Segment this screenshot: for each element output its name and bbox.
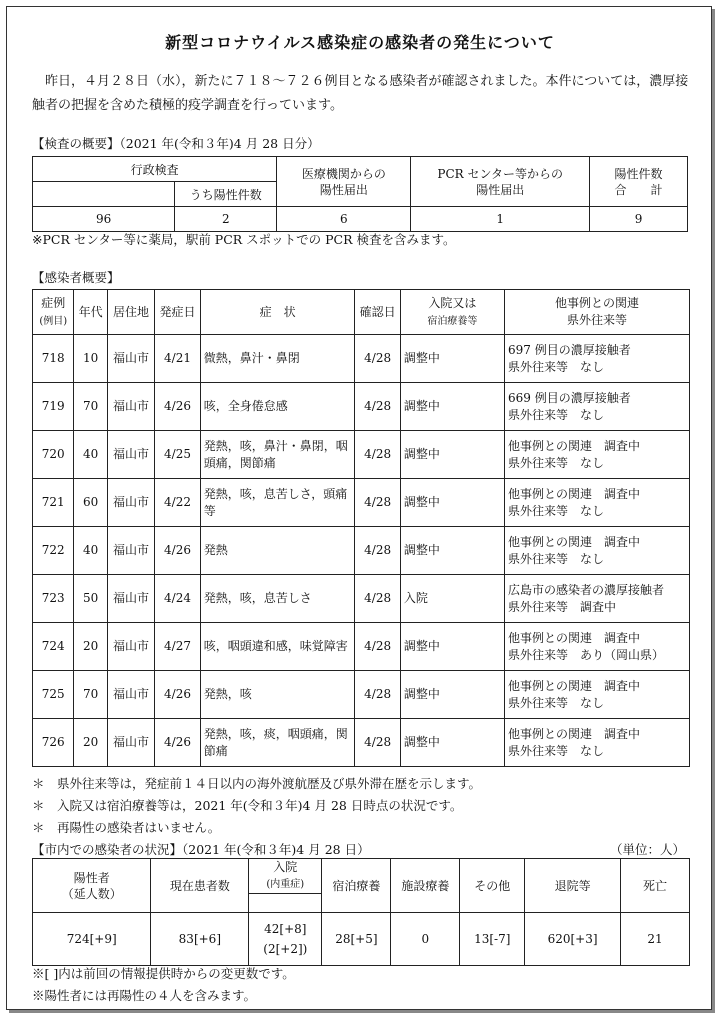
header-symptoms: 症 状	[200, 290, 355, 335]
case-age: 10	[74, 335, 107, 383]
case-confirmed: 4/28	[355, 671, 400, 719]
header-age: 年代	[74, 290, 107, 335]
case-residence: 福山市	[107, 575, 155, 623]
case-number: 721	[33, 479, 74, 527]
case-relation: 697 例目の濃厚接触者 県外往来等 なし	[504, 335, 689, 383]
value-current: 83[+6]	[151, 913, 249, 966]
case-number: 718	[33, 335, 74, 383]
value-death: 21	[620, 913, 689, 966]
inspection-heading: 【検査の概要】（2021 年(令和３年)4 月 28 日分）	[32, 136, 320, 151]
case-number: 722	[33, 527, 74, 575]
case-symptoms: 微熱，鼻汁・鼻閉	[200, 335, 355, 383]
value-medical: 6	[277, 207, 411, 232]
case-symptoms: 発熱，咳，息苦しさ	[200, 575, 355, 623]
case-number: 726	[33, 719, 74, 767]
case-residence: 福山市	[107, 719, 155, 767]
case-relation: 他事例との関連 調査中 県外往来等 あり（岡山県）	[504, 623, 689, 671]
case-onset: 4/21	[155, 335, 200, 383]
case-symptoms: 咳，全身倦怠感	[200, 383, 355, 431]
case-row	[33, 671, 690, 719]
case-number: 723	[33, 575, 74, 623]
case-confirmed: 4/28	[355, 575, 400, 623]
value-facility: 0	[391, 913, 460, 966]
case-confirmed: 4/28	[355, 383, 400, 431]
header-current: 現在患者数	[151, 859, 249, 913]
case-symptoms: 発熱，咳，息苦しさ，頭痛等	[200, 479, 355, 527]
value-pcr: 1	[411, 207, 590, 232]
case-onset: 4/25	[155, 431, 200, 479]
case-symptoms: 発熱，咳	[200, 671, 355, 719]
case-hospitalization: 調整中	[400, 623, 504, 671]
value-positive-among: 2	[175, 207, 277, 232]
case-row	[33, 383, 690, 431]
case-age: 40	[74, 527, 107, 575]
case-age: 20	[74, 623, 107, 671]
case-age: 40	[74, 431, 107, 479]
header-medical: 医療機関からの 陽性届出	[277, 157, 411, 207]
header-discharged: 退院等	[525, 859, 621, 913]
value-total: 9	[590, 207, 688, 232]
value-other: 13[-7]	[460, 913, 525, 966]
header-relation: 他事例との関連 県外往来等	[504, 290, 689, 335]
case-relation: 他事例との関連 調査中 県外往来等 なし	[504, 431, 689, 479]
cases-table	[32, 289, 690, 767]
case-row	[33, 719, 690, 767]
case-confirmed: 4/28	[355, 719, 400, 767]
header-positive: 陽性者 （延人数）	[33, 859, 151, 913]
header-admin-spacer	[33, 182, 175, 207]
case-hospitalization: 調整中	[400, 431, 504, 479]
case-note: ＊ 県外往来等は，発症前１４日以内の海外渡航歴及び県外滞在歴を示します。	[32, 776, 482, 791]
case-row	[33, 575, 690, 623]
case-confirmed: 4/28	[355, 527, 400, 575]
header-hospitalized-spacer	[249, 894, 322, 913]
case-confirmed: 4/28	[355, 335, 400, 383]
case-residence: 福山市	[107, 479, 155, 527]
case-residence: 福山市	[107, 431, 155, 479]
status-note: ※陽性者には再陽性の４人を含みます。	[32, 988, 257, 1003]
header-admin: 行政検査	[33, 157, 277, 182]
case-row	[33, 335, 690, 383]
case-row	[33, 431, 690, 479]
header-hospitalization: 入院又は 宿泊療養等	[400, 290, 504, 335]
case-age: 70	[74, 383, 107, 431]
inspection-note: ※PCR センター等に薬局，駅前 PCR スポットでの PCR 検査を含みます。	[32, 232, 456, 247]
header-residence: 居住地	[107, 290, 155, 335]
value-hospitalized: 42[+8] (2[+2])	[249, 913, 322, 966]
case-note: ＊ 入院又は宿泊療養等は，2021 年(令和３年)4 月 28 日時点の状況です。	[32, 798, 463, 813]
case-onset: 4/22	[155, 479, 200, 527]
case-residence: 福山市	[107, 527, 155, 575]
header-onset: 発症日	[155, 290, 200, 335]
case-age: 70	[74, 671, 107, 719]
case-row	[33, 479, 690, 527]
case-relation: 669 例目の濃厚接触者 県外往来等 なし	[504, 383, 689, 431]
value-hotel: 28[+5]	[322, 913, 391, 966]
case-number: 725	[33, 671, 74, 719]
case-number: 720	[33, 431, 74, 479]
case-residence: 福山市	[107, 623, 155, 671]
case-residence: 福山市	[107, 335, 155, 383]
case-symptoms: 発熱，咳，痰，咽頭痛，関節痛	[200, 719, 355, 767]
inspection-table	[32, 156, 688, 232]
case-hospitalization: 調整中	[400, 527, 504, 575]
case-age: 50	[74, 575, 107, 623]
case-confirmed: 4/28	[355, 479, 400, 527]
case-onset: 4/24	[155, 575, 200, 623]
header-case: 症例 (例目)	[33, 290, 74, 335]
status-unit: （単位：人）	[610, 842, 686, 857]
case-hospitalization: 調整中	[400, 335, 504, 383]
case-hospitalization: 調整中	[400, 383, 504, 431]
case-relation: 広島市の感染者の濃厚接触者 県外往来等 調査中	[504, 575, 689, 623]
case-onset: 4/26	[155, 671, 200, 719]
header-total: 陽性件数 合 計	[590, 157, 688, 207]
case-note: ＊ 再陽性の感染者はいません。	[32, 820, 221, 835]
value-positive: 724[+9]	[33, 913, 151, 966]
case-age: 20	[74, 719, 107, 767]
header-death: 死亡	[620, 859, 689, 913]
header-positive-among: うち陽性件数	[175, 182, 277, 207]
case-onset: 4/26	[155, 383, 200, 431]
case-hospitalization: 調整中	[400, 719, 504, 767]
header-hotel: 宿泊療養	[322, 859, 391, 913]
header-other: その他	[460, 859, 525, 913]
case-row	[33, 623, 690, 671]
case-hospitalization: 調整中	[400, 671, 504, 719]
status-note: ※[ ]内は前回の情報提供時からの変更数です。	[32, 966, 295, 981]
case-age: 60	[74, 479, 107, 527]
case-row	[33, 527, 690, 575]
case-onset: 4/26	[155, 527, 200, 575]
case-onset: 4/27	[155, 623, 200, 671]
intro-paragraph: 昨日，４月２８日（水），新たに７１８～７２６例目となる感染者が確認されました。本件については，濃厚接触者の把握を含めた積極的疫学調査を行っています。	[32, 74, 689, 113]
value-discharged: 620[+3]	[525, 913, 621, 966]
case-residence: 福山市	[107, 383, 155, 431]
case-onset: 4/26	[155, 719, 200, 767]
case-relation: 他事例との関連 調査中 県外往来等 なし	[504, 719, 689, 767]
case-symptoms: 咳，咽頭違和感，味覚障害	[200, 623, 355, 671]
case-symptoms: 発熱，咳，鼻汁・鼻閉，咽頭痛，関節痛	[200, 431, 355, 479]
status-table	[32, 858, 690, 966]
status-heading: 【市内での感染者の状況】（2021 年(令和３年)4 月 28 日）	[32, 842, 370, 857]
page-title: 新型コロナウイルス感染症の感染者の発生について	[165, 33, 555, 52]
case-symptoms: 発熱	[200, 527, 355, 575]
header-pcr: PCR センター等からの 陽性届出	[411, 157, 590, 207]
case-hospitalization: 調整中	[400, 479, 504, 527]
case-number: 724	[33, 623, 74, 671]
case-hospitalization: 入院	[400, 575, 504, 623]
case-number: 719	[33, 383, 74, 431]
header-hospitalized: 入院 (内重症)	[249, 859, 322, 894]
case-confirmed: 4/28	[355, 623, 400, 671]
cases-heading: 【感染者概要】	[32, 270, 120, 285]
case-relation: 他事例との関連 調査中 県外往来等 なし	[504, 671, 689, 719]
header-facility: 施設療養	[391, 859, 460, 913]
value-admin: 96	[33, 207, 175, 232]
case-residence: 福山市	[107, 671, 155, 719]
case-relation: 他事例との関連 調査中 県外往来等 なし	[504, 527, 689, 575]
case-relation: 他事例との関連 調査中 県外往来等 なし	[504, 479, 689, 527]
header-confirmed: 確認日	[355, 290, 400, 335]
case-confirmed: 4/28	[355, 431, 400, 479]
